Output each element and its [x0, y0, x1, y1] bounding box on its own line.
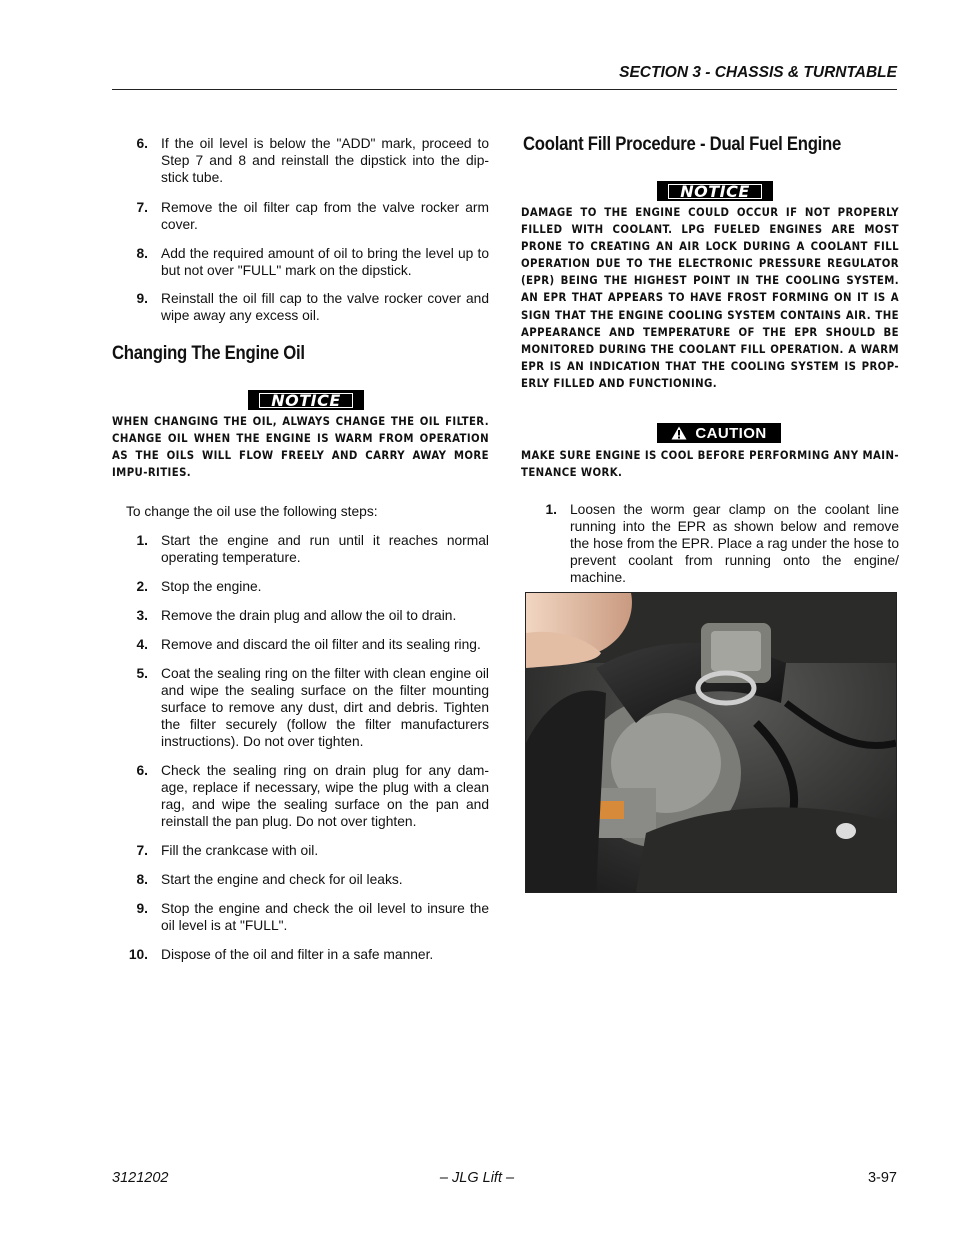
list-item: [112, 199, 489, 233]
list-item: [112, 578, 489, 595]
step-text: Coat the sealing ring on the filter with clean engine oil and wipe the sealing surface on the filter mounting surface to remove any dust, dirt and debris. Tighten the filter securely (follow the filter manufacturers instructions). Do not over tighten.: [161, 666, 489, 750]
page-number: 3-97: [867, 1170, 897, 1186]
step-text: Stop the engine and check the oil level to insure the oil level is at "FULL".: [161, 901, 489, 934]
list-item: [112, 607, 489, 624]
step-text: Start the engine and check for oil leaks.: [161, 872, 403, 887]
notice-label-text: NOTICE: [666, 182, 764, 201]
footer-brand: – JLG Lift –: [439, 1170, 515, 1186]
step-text: Add the required amount of oil to bring the level up to but not over "FULL" mark on the dipstick.: [161, 246, 489, 279]
list-item: [112, 135, 489, 186]
section-title: SECTION 3 - CHASSIS & TURNTABLE: [619, 64, 897, 81]
section-heading: Changing The Engine Oil: [112, 343, 305, 364]
intro-text: To change the oil use the following steps:: [126, 504, 378, 519]
step-text: Loosen the worm gear clamp on the coolant line running into the EPR as shown below and remove the hose from the EPR. Place a rag under the hose to prevent coolant from running onto the engine/ machine.: [570, 502, 899, 586]
step-number: 6.: [136, 763, 148, 778]
step-number: 6.: [136, 136, 148, 151]
epr-coolant-hose-photo: [525, 592, 897, 893]
step-text: Check the sealing ring on drain plug for any dam-age, replace if necessary, wipe the plug with a clean rag, and wipe the sealing surface on the pan and reinstall the pan plug. Do not over tighten.: [161, 763, 489, 830]
list-item: [521, 501, 899, 586]
step-number: 5.: [136, 666, 148, 681]
caution-label-text: CAUTION: [695, 424, 767, 442]
notice-label-text: NOTICE: [257, 391, 355, 410]
warning-triangle-icon: [671, 426, 687, 440]
list-item: [112, 245, 489, 279]
step-number: 10.: [128, 947, 148, 962]
list-item: [112, 946, 489, 963]
step-text: Dispose of the oil and filter in a safe manner.: [161, 947, 434, 962]
step-number: 1.: [136, 533, 148, 548]
list-item: [112, 762, 489, 830]
step-number: 9.: [136, 291, 148, 306]
step-number: 8.: [136, 872, 148, 887]
document-number: 3121202: [112, 1170, 169, 1186]
step-number: 7.: [136, 200, 148, 215]
list-item: [112, 871, 489, 888]
notice-text: DAMAGE TO THE ENGINE COULD OCCUR IF NOT PROPERLY FILLED WITH COOLANT. LPG FUELED ENGINES ARE MOST PRONE TO CREATING AN AIR LOCK DURING A COOLANT FILL OPERATION DUE TO THE ELECTRONIC PRESSURE REGULATOR (EPR) BEING THE HIGHEST POINT IN THE COOLING SYSTEM. AN EPR THAT APPEARS TO HAVE FROST FORMING ON IT IS A SIGN THAT THE ENGINE COOLING SYSTEM CONTAINS AIR. THE APPEARANCE AND TEMPERATURE OF THE EPR SHOULD BE MONITORED DURING THE COOLANT FILL OPERATION. A WARM EPR IS AN INDICATION THAT THE COOLING SYSTEM IS PROP-ERLY FILLED AND FUNCTIONING.: [521, 206, 899, 390]
list-item: [112, 665, 489, 750]
section-heading: Coolant Fill Procedure - Dual Fuel Engine: [523, 134, 842, 155]
step-text: Remove the drain plug and allow the oil to drain.: [161, 608, 457, 623]
notice-text: WHEN CHANGING THE OIL, ALWAYS CHANGE THE OIL FILTER. CHANGE OIL WHEN THE ENGINE IS WARM FROM OPERATION AS THE OILS WILL FLOW FREELY AND CARRY AWAY MORE IMPU-RITIES.: [112, 415, 489, 480]
notice-label: [248, 390, 364, 410]
step-number: 7.: [136, 843, 148, 858]
list-item: [112, 636, 489, 653]
step-text: Fill the crankcase with oil.: [161, 843, 319, 858]
step-text: If the oil level is below the "ADD" mark, proceed to Step 7 and 8 and reinstall the dipstick into the dip-stick tube.: [161, 136, 489, 186]
step-text: Remove and discard the oil filter and its sealing ring.: [161, 637, 481, 652]
step-text: Reinstall the oil fill cap to the valve rocker cover and wipe away any excess oil.: [161, 291, 489, 324]
step-number: 1.: [545, 502, 557, 517]
step-text: Remove the oil filter cap from the valve rocker arm cover.: [161, 200, 489, 233]
step-number: 3.: [136, 608, 148, 623]
step-number: 2.: [136, 579, 148, 594]
header-rule: [112, 89, 897, 90]
list-item: [112, 290, 489, 324]
list-item: [112, 532, 489, 566]
step-number: 9.: [136, 901, 148, 916]
list-item: [112, 842, 489, 859]
notice-label: [657, 181, 773, 201]
engine-photo-illustration: [526, 593, 896, 892]
caution-text: MAKE SURE ENGINE IS COOL BEFORE PERFORMING ANY MAIN-TENANCE WORK.: [521, 449, 899, 480]
caution-label: [657, 423, 781, 443]
list-item: [112, 900, 489, 934]
step-text: Start the engine and run until it reaches normal operating temperature.: [161, 533, 489, 566]
step-text: Stop the engine.: [161, 579, 262, 594]
step-number: 4.: [136, 637, 148, 652]
step-number: 8.: [136, 246, 148, 261]
